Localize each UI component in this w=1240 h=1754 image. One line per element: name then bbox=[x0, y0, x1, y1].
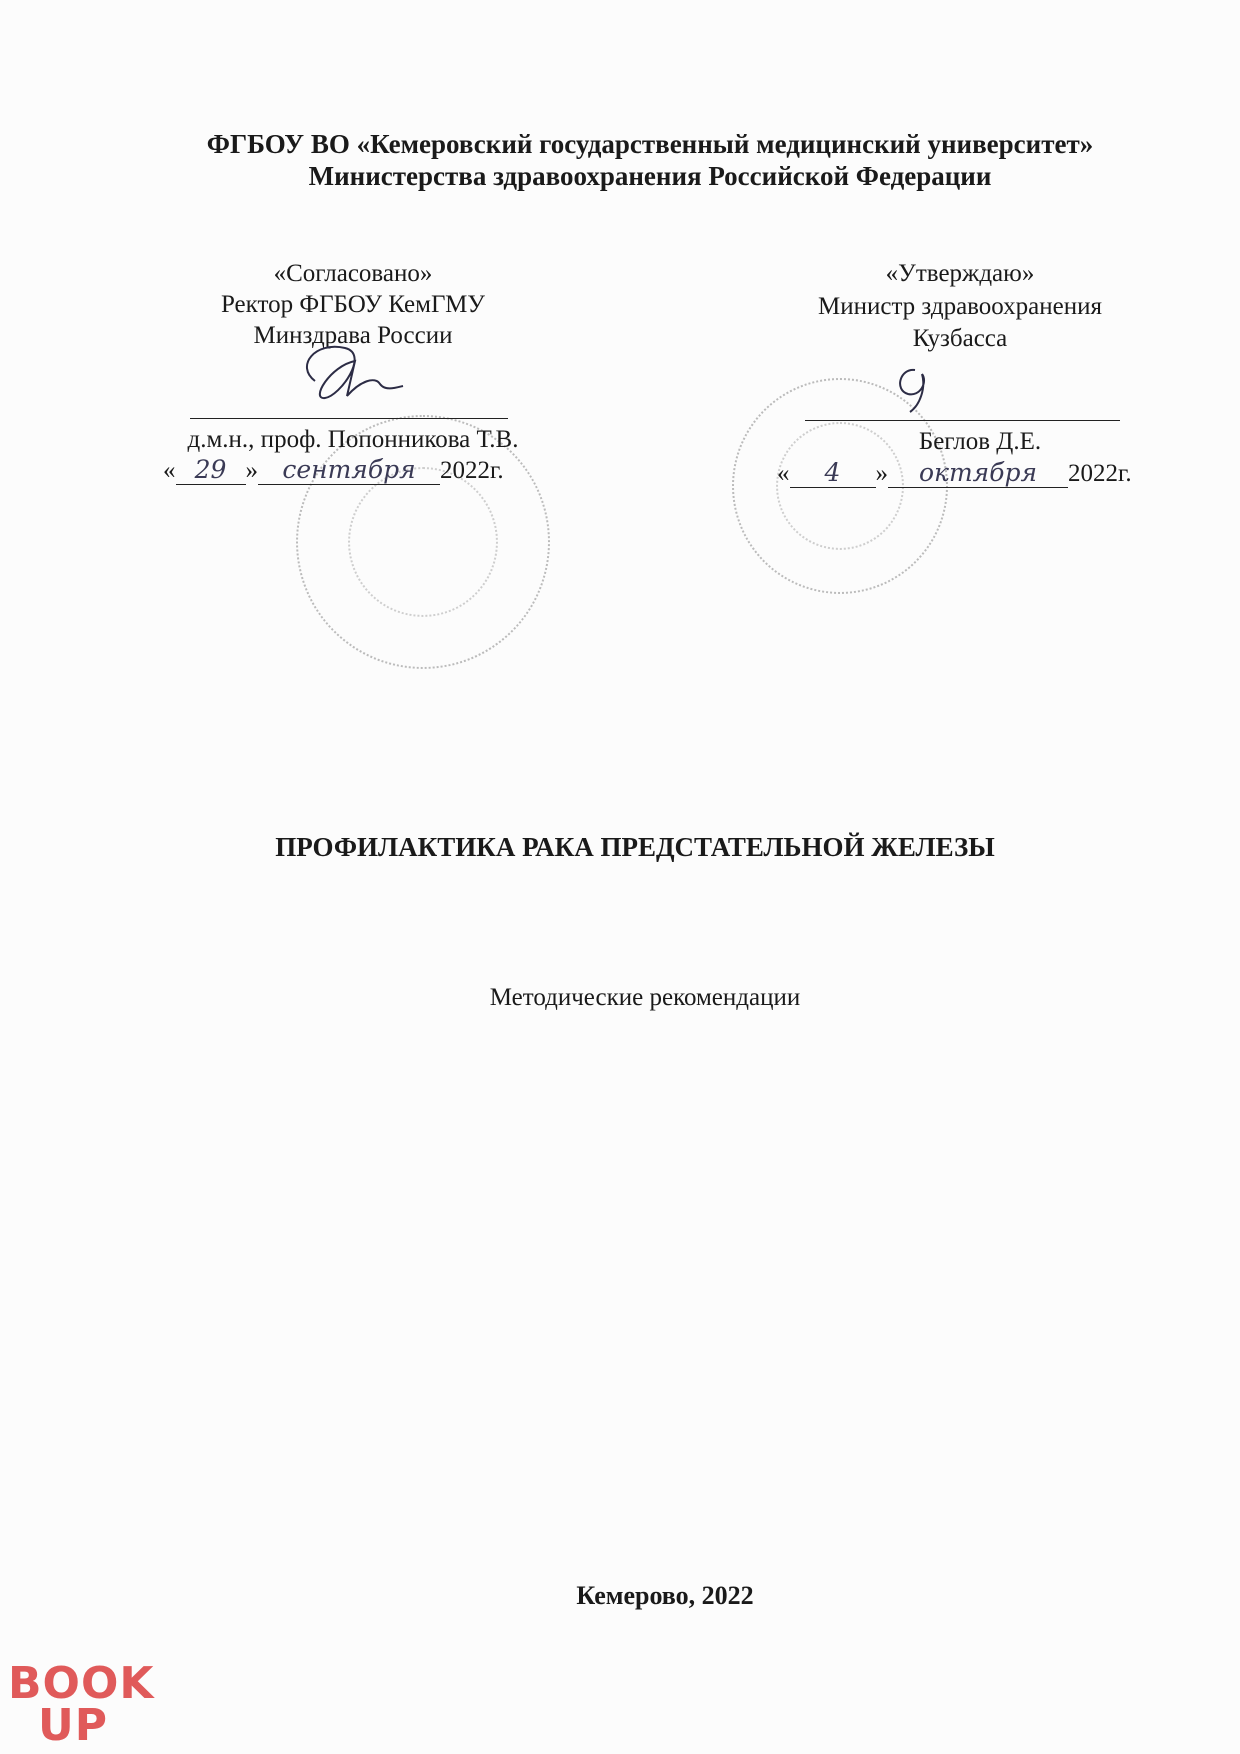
left-date-open-quote: « bbox=[163, 457, 176, 484]
logo-line-2: UP bbox=[38, 1700, 108, 1751]
left-signatory-name: д.м.н., проф. Попонникова Т.В. bbox=[187, 426, 519, 453]
right-date-year: 2022г. bbox=[1068, 460, 1132, 487]
left-approval-date bbox=[163, 455, 504, 485]
right-signature-line bbox=[805, 420, 1120, 421]
document-subtitle: Методические рекомендации bbox=[489, 984, 801, 1011]
right-signature bbox=[880, 360, 950, 420]
left-date-year: 2022г. bbox=[440, 457, 504, 484]
right-date-close-quote: » bbox=[875, 460, 888, 487]
left-approval-role: Ректор ФГБОУ КемГМУ bbox=[220, 291, 485, 318]
ministry-name: Министерства здравоохранения Российской Федерации bbox=[308, 161, 992, 191]
right-signatory-name: Беглов Д.Е. bbox=[918, 428, 1042, 455]
right-date-month: октября bbox=[888, 458, 1068, 488]
left-approval-label: «Согласовано» bbox=[273, 260, 433, 287]
place-and-year: Кемерово, 2022 bbox=[576, 1581, 754, 1610]
right-approval-region: Кузбасса bbox=[912, 325, 1008, 352]
right-date-day: 4 bbox=[790, 458, 876, 488]
left-approval-org: Минздрава России bbox=[253, 322, 453, 349]
left-date-month: сентября bbox=[258, 455, 440, 485]
left-date-day: 29 bbox=[176, 455, 246, 485]
right-approval-role: Министр здравоохранения bbox=[817, 293, 1103, 320]
right-approval-date bbox=[777, 458, 1132, 488]
right-date-open-quote: « bbox=[777, 460, 790, 487]
document-title: ПРОФИЛАКТИКА РАКА ПРЕДСТАТЕЛЬНОЙ ЖЕЛЕЗЫ bbox=[275, 832, 995, 862]
left-date-close-quote: » bbox=[245, 457, 258, 484]
right-approval-label: «Утверждаю» bbox=[885, 260, 1035, 287]
bookup-watermark-logo bbox=[8, 1658, 155, 1751]
logo-line-1: BOOK bbox=[8, 1658, 155, 1709]
left-signature bbox=[285, 336, 425, 416]
institution-name: ФГБОУ ВО «Кемеровский государственный медицинский университет» bbox=[206, 129, 1094, 159]
left-signature-line bbox=[190, 418, 508, 419]
